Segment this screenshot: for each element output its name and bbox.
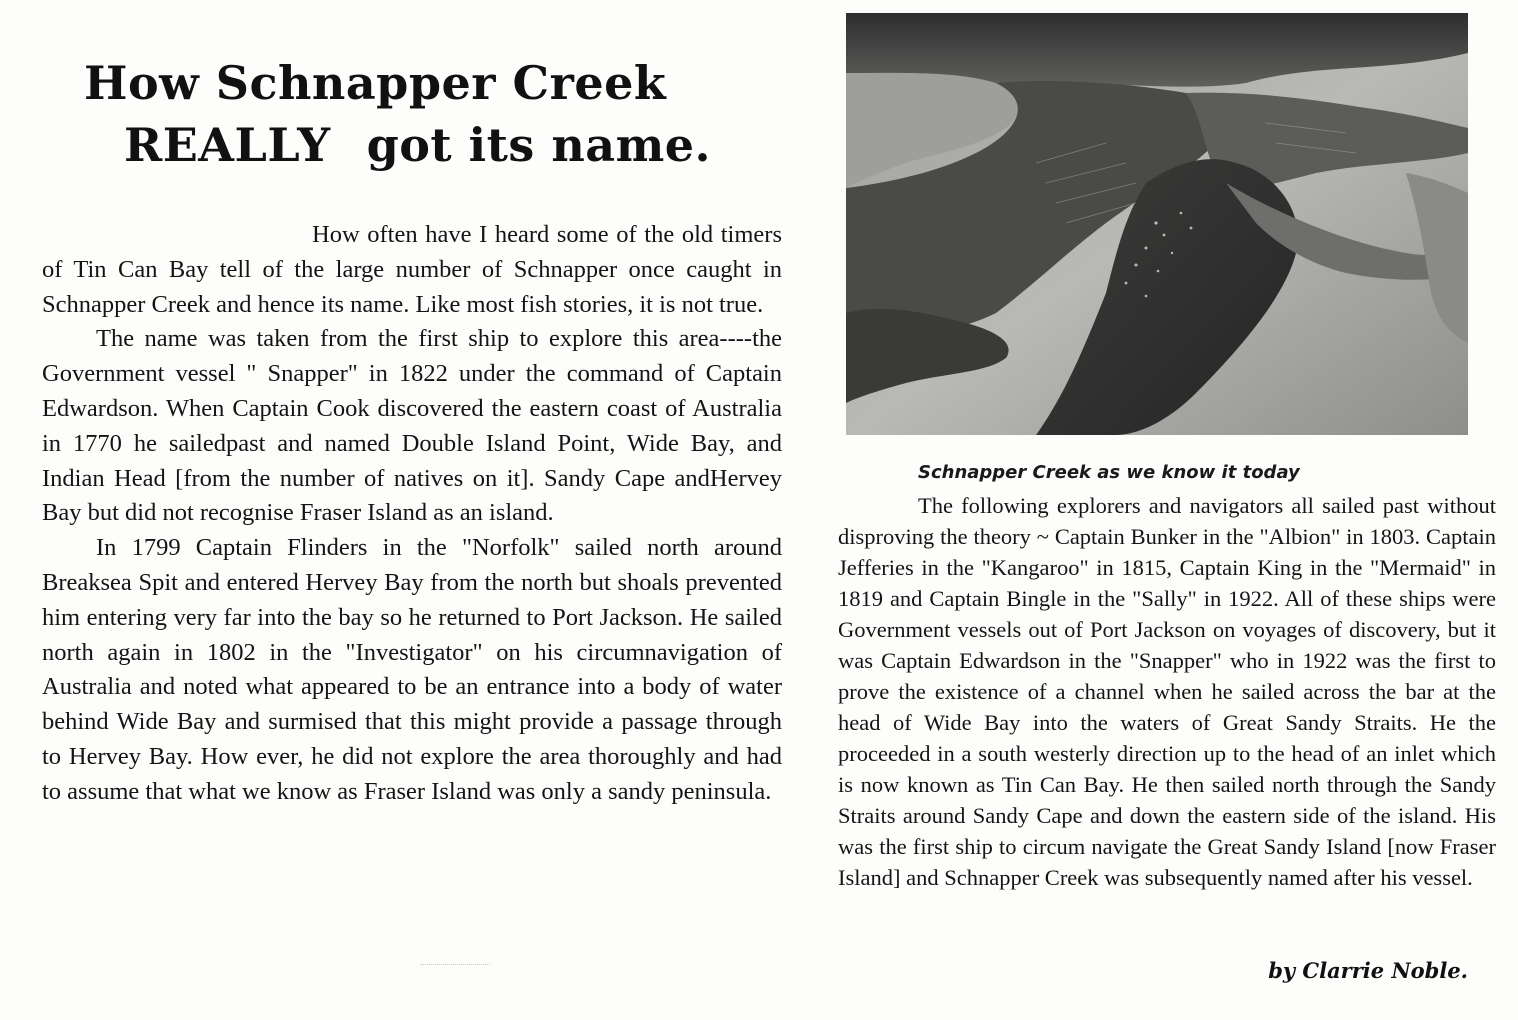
title-rest: got its name.: [366, 118, 712, 172]
right-column: [838, 490, 1496, 893]
divider: [420, 964, 490, 965]
paragraph-intro: How often have I heard some of the old timers of Tin Can Bay tell of the large number of Schnapper once caught in Schnapper Creek and hence its name. Like most fish stories, it is not true.: [42, 221, 782, 318]
photo-caption: Schnapper Creek as we know it today: [918, 462, 1300, 483]
article-title: [80, 52, 800, 176]
aerial-photo-image: [846, 13, 1468, 435]
title-line-2: [80, 114, 800, 176]
byline: by Clarrie Noble.: [1268, 958, 1468, 983]
paragraph-explorers: The following explorers and navigators all sailed past without disproving the theory ~ Captain Bunker in the "Albion" in 1803. Captain Jefferies in the "Kangaroo" in 1815, Captain King in the "Mermaid" in 1819 and Captain Bingle in the "Sally" in 1922. All of these ships were Government vessels out of Port Jackson on voyages of discovery, but it was Captain Edwardson in the "Snapper" who in 1922 was the first to prove the existence of a channel when he sailed across the bar at the head of Wide Bay into the waters of Great Sandy Straits. He the proceeded in a south westerly direction up to the head of an inlet which is now known as Tin Can Bay. He then sailed north through the Sandy Straits around Sandy Cape and down the eastern side of the island. His was the first ship to circum navigate the Great Sandy Island [now Fraser Island] and Schnapper Creek was subsequently named after his vessel.: [838, 493, 1496, 890]
paragraph-ship-name: The name was taken from the first ship to explore this area----the Government vessel " Snapper" in 1822 under the command of Captain Edwardson. When Captain Cook discovered the eastern coast of Australia in 1770 he sailedpast and named Double Island Point, Wide Bay, and Indian Head [from the number of natives on it]. Sandy Cape andHervey Bay but did not recognise Fraser Island as an island.: [42, 325, 782, 527]
title-line-1: How Schnapper Creek: [84, 56, 667, 110]
title-emphasis: REALLY: [124, 118, 331, 172]
paragraph-flinders: In 1799 Captain Flinders in the "Norfolk" sailed north around Breaksea Spit and entered Hervey Bay from the north but shoals prevented him entering very far into the bay so he returned to Port Jackson. He sailed north again in 1802 in the "Investigator" on his circumnavigation of Australia and noted what appeared to be an entrance into a body of water behind Wide Bay and surmised that this might provide a passage through to Hervey Bay. How ever, he did not explore the area thoroughly and had to assume that what we know as Fraser Island was only a sandy peninsula.: [42, 534, 782, 805]
aerial-photo: [846, 13, 1468, 435]
left-column: [42, 218, 782, 810]
